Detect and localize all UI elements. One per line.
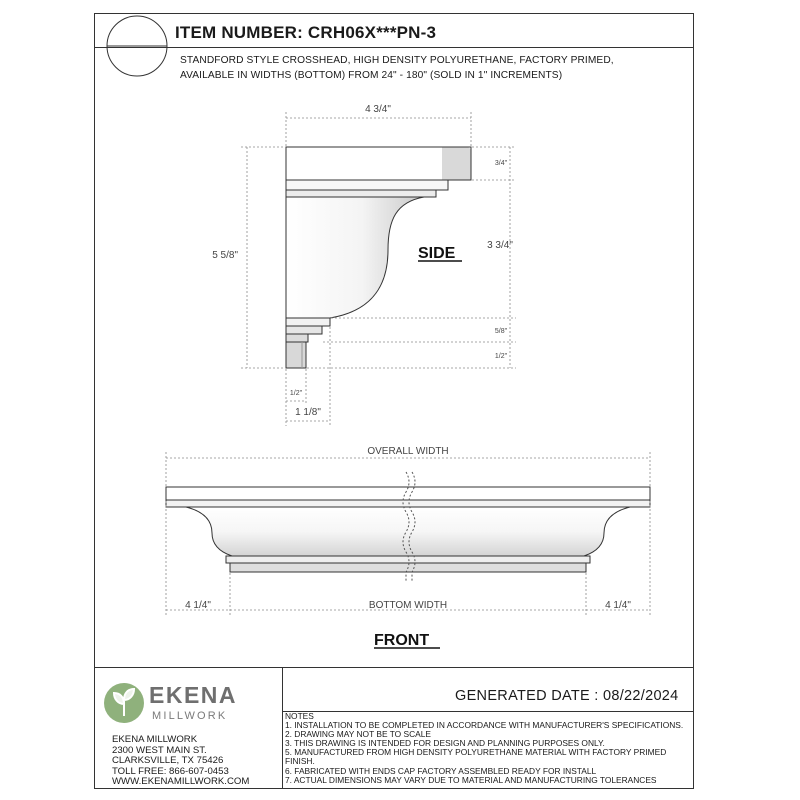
notes-title: NOTES: [285, 711, 314, 721]
side-view-label: SIDE: [418, 245, 456, 262]
side-dim-left: 5 5/8": [212, 250, 238, 261]
note-item: FINISH.: [285, 756, 315, 767]
front-dim-left: 4 1/4": [185, 600, 211, 611]
side-dim-right-top: 3/4": [494, 160, 508, 167]
front-bottom-width: BOTTOM WIDTH: [368, 600, 448, 611]
side-dim-right-mid: 3 3/4": [487, 240, 513, 251]
description-line-1: STANDFORD STYLE CROSSHEAD, HIGH DENSITY POLYURETHANE, FACTORY PRIMED,: [180, 55, 614, 66]
logo-subtitle: MILLWORK: [152, 710, 228, 722]
front-overall-width: OVERALL WIDTH: [367, 446, 449, 457]
company-address-2: CLARKSVILLE, TX 75426: [112, 755, 224, 767]
note-item: 5. MANUFACTURED FROM HIGH DENSITY POLYURETHANE MATERIAL WITH FACTORY PRIMED: [285, 747, 667, 758]
company-website: WWW.EKENAMILLWORK.COM: [112, 776, 250, 788]
company-name: EKENA MILLWORK: [112, 734, 198, 745]
notes-block: [285, 712, 705, 785]
front-view-profile: [166, 487, 650, 572]
company-address-1: 2300 WEST MAIN ST.: [112, 744, 207, 756]
side-dim-bottom: 1 1/8": [295, 407, 321, 418]
front-dim-right: 4 1/4": [605, 600, 631, 611]
description-line-2: AVAILABLE IN WIDTHS (BOTTOM) FROM 24" - 180" (SOLD IN 1" INCREMENTS): [180, 70, 563, 81]
title-circle: [107, 16, 167, 76]
side-dim-right-bottom: 1/2": [494, 353, 508, 360]
side-dim-top: 4 3/4": [365, 104, 391, 115]
side-dim-small: 1/2": [289, 390, 303, 397]
front-view-label: FRONT: [374, 632, 430, 649]
item-number-title: ITEM NUMBER: CRH06X***PN-3: [175, 23, 437, 42]
side-dim-right-low: 5/8": [494, 328, 508, 335]
logo-wordmark: EKENA: [149, 682, 238, 708]
company-info: [112, 735, 282, 788]
note-item: 2. DRAWING MAY NOT BE TO SCALE: [285, 729, 431, 740]
note-item: 1. INSTALLATION TO BE COMPLETED IN ACCORDANCE WITH MANUFACTURER'S SPECIFICATIONS.: [285, 720, 684, 731]
company-phone: TOLL FREE: 866-607-0453: [112, 765, 229, 777]
note-item: 3. THIS DRAWING IS INTENDED FOR DESIGN AND PLANNING PURPOSES ONLY.: [285, 738, 605, 749]
generated-date: GENERATED DATE : 08/22/2024: [455, 688, 679, 704]
product-description: [180, 53, 700, 83]
note-item: 6. FABRICATED WITH ENDS CAP FACTORY ASSEMBLED READY FOR INSTALL: [285, 765, 597, 776]
ekena-leaf-icon: [104, 683, 144, 723]
note-item: 7. ACTUAL DIMENSIONS MAY VARY DUE TO MATERIAL AND MANUFACTURING TOLERANCES: [285, 774, 657, 785]
title-block-frame: [95, 14, 694, 789]
